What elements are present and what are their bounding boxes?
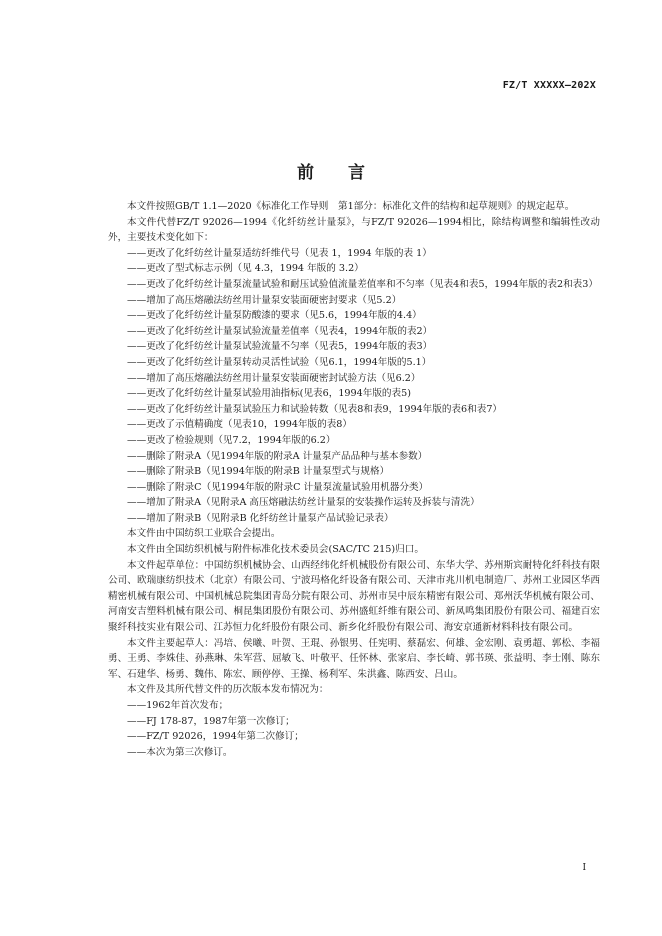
paragraph-proposed-by: 本文件由中国纺织工业联合会提出。: [127, 528, 281, 540]
list-item: ——更改了化纤纺丝计量泵转动灵活性试验（见6.1，1994年版的5.1）: [127, 356, 432, 368]
list-item: ——更改了型式标志示例（见 4.3，1994 年版的 3.2）: [127, 263, 364, 275]
list-item: ——删除了附录C（见1994年版的附录C 计量泵流量试验用机器分类）: [127, 481, 429, 493]
page-title: 前言: [297, 163, 399, 183]
list-item: ——本次为第三次修订。: [127, 746, 233, 758]
list-item: ——增加了高压熔融法纺丝用计量泵安装面硬密封要求（见5.2）: [127, 294, 402, 306]
paragraph-drafting-rules: 本文件按照GB/T 1.1—2020《标准化工作导则 第1部分：标准化文件的结构和起草规则》的规定起草。: [127, 201, 575, 212]
paragraph-replaces: 本文件代替FZ/T 92026—1994《化纤纺丝计量泵》，与FZ/T 92026—1994相比，除结构调整和编辑性改动外，主要技术变化如下：: [108, 216, 600, 244]
list-item: ——更改了化纤纺丝计量泵适纺纤维代号（见表 1，1994 年版的表 1）: [127, 247, 432, 259]
list-item: ——更改了化纤纺丝计量泵试验压力和试验转数（见表8和表9，1994年版的表6和表7）: [127, 403, 503, 415]
list-item: ——增加了附录A（见附录A 高压熔融法纺丝计量泵的安装操作运转及拆装与清洗）: [127, 497, 480, 509]
list-item: ——更改了化纤纺丝计量泵防酸漆的要求（见5.6，1994年版的4.4）: [127, 310, 422, 322]
list-item: ——更改了示值精确度（见表10，1994年版的表8）: [127, 419, 353, 431]
technical-changes-list: [108, 246, 600, 527]
list-item: ——更改了检验规则（见7.2，1994年版的6.2）: [127, 434, 336, 446]
page-number: I: [582, 863, 586, 873]
document-body: [108, 199, 600, 760]
standard-code: FZ/T XXXXX—202X: [502, 80, 596, 91]
list-item: ——1962年首次发布；: [127, 700, 229, 711]
list-item: ——更改了化纤纺丝计量泵流量试验和耐压试验值流量差值率和不匀率（见表4和表5，1994年版的表2和表3）: [127, 278, 598, 290]
paragraph-history-intro: 本文件及其所代替文件的历次版本发布情况为：: [127, 684, 329, 696]
paragraph-drafters: 本文件主要起草人：冯培、侯曦、叶贺、王琨、孙银男、任宪明、蔡磊宏、何雄、金宏刚、袁勇超、郭松、李福勇、王勇、李姝佳、孙燕琳、朱军营、屈敏飞、叶敬平、任怀林、张家启、李长崎、郭书瑛、张益明、李士刚、陈东军、石建华、杨勇、魏伟、陈宏、顾停停、王操、杨利军、朱洪鑫、陈西安、吕山。: [108, 637, 600, 680]
list-item: ——删除了附录A（见1994年版的附录A 计量泵产品品种与基本参数）: [127, 450, 428, 462]
version-history-list: [108, 698, 600, 760]
paragraph-administered-by: 本文件由全国纺织机械与附件标准化技术委员会(SAC/TC 215)归口。: [127, 544, 424, 556]
list-item: ——增加了高压熔融法纺丝用计量泵安装面硬密封试验方法（见6.2）: [127, 372, 421, 384]
list-item: ——更改了化纤纺丝计量泵试验流量差值率（见表4，1994年版的表2）: [127, 325, 433, 337]
list-item: ——FZ/T 92026，1994年第二次修订；: [127, 731, 304, 743]
list-item: ——增加了附录B（见附录B 化纤纺丝计量泵产品试验记录表）: [127, 512, 394, 524]
list-item: ——FJ 178-87，1987年第一次修订；: [127, 715, 295, 727]
list-item: ——删除了附录B（见1994年版的附录B 计量泵型式与规格）: [127, 466, 390, 478]
paragraph-drafting-units: 本文件起草单位：中国纺织机械协会、山西经纬化纤机械股份有限公司、东华大学、苏州斯宾耐特化纤科技有限公司、欧瑞康纺织技术（北京）有限公司、宁波玛格化纤设备有限公司、天津市兆川机电制造厂、苏州工业园区华西精密机械有限公司、中国机械总院集团青岛分院有限公司、苏州市吴中辰东精密有限公司、郑州沃华机械有限公司、河南安吉塑料机械有限公司、桐昆集团股份有限公司、苏州盛虹纤维有限公司、新凤鸣集团股份有限公司、福建百宏聚纤科技实业有限公司、江苏恒力化纤股份有限公司、新乡化纤股份有限公司、海安京通新材料科技有限公司。: [108, 559, 600, 634]
list-item: ——更改了化纤纺丝计量泵试验用油指标(见表6，1994年版的表5): [127, 388, 411, 400]
list-item: ——更改了化纤纺丝计量泵试验流量不匀率（见表5，1994年版的表3）: [127, 341, 433, 353]
